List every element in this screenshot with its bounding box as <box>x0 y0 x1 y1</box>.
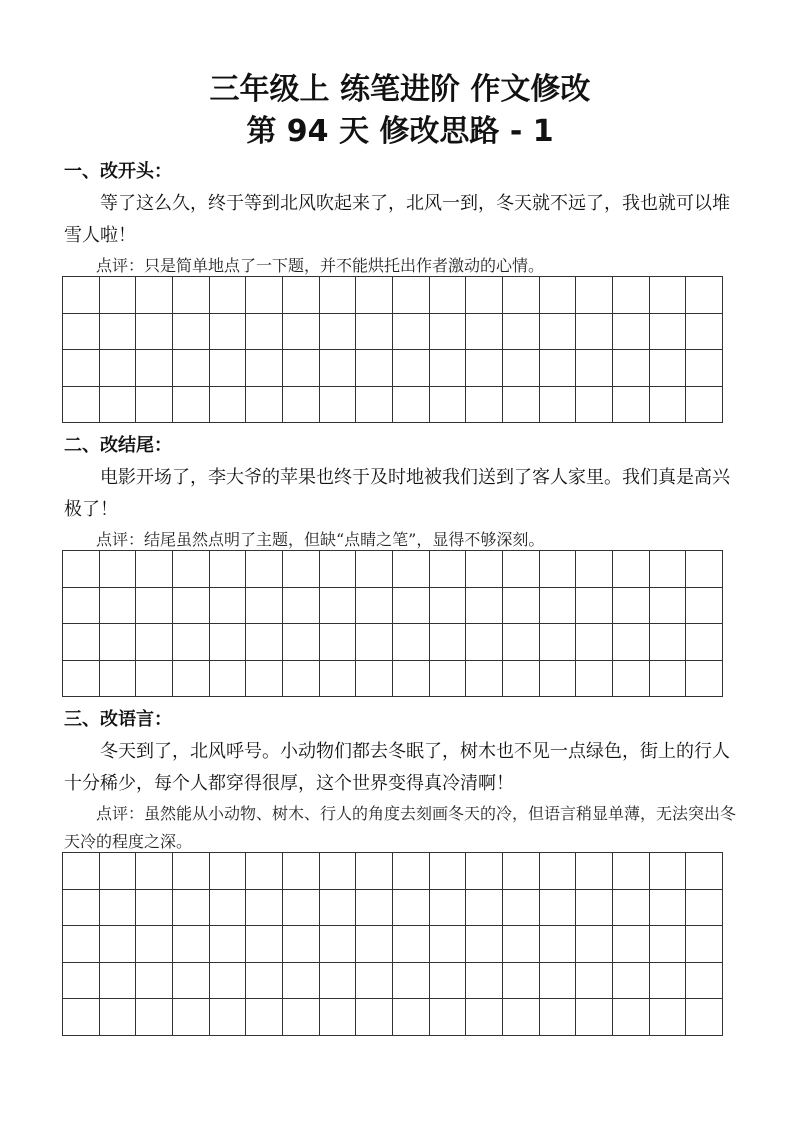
grid-cell[interactable] <box>466 551 503 588</box>
grid-cell[interactable] <box>283 890 320 927</box>
grid-cell[interactable] <box>576 350 613 387</box>
grid-cell[interactable] <box>100 314 137 351</box>
grid-cell[interactable] <box>466 387 503 424</box>
grid-cell[interactable] <box>100 926 137 963</box>
grid-cell[interactable] <box>210 999 247 1036</box>
grid-cell[interactable] <box>100 999 137 1036</box>
grid-cell[interactable] <box>246 588 283 625</box>
grid-cell[interactable] <box>100 387 137 424</box>
grid-cell[interactable] <box>650 551 687 588</box>
grid-cell[interactable] <box>393 588 430 625</box>
grid-cell[interactable] <box>540 624 577 661</box>
grid-cell[interactable] <box>430 551 467 588</box>
grid-cell[interactable] <box>356 350 393 387</box>
grid-cell[interactable] <box>503 314 540 351</box>
grid-cell[interactable] <box>393 387 430 424</box>
grid-cell[interactable] <box>503 624 540 661</box>
grid-cell[interactable] <box>540 963 577 1000</box>
grid-cell[interactable] <box>576 588 613 625</box>
grid-cell[interactable] <box>246 661 283 698</box>
grid-cell[interactable] <box>576 624 613 661</box>
grid-cell[interactable] <box>503 661 540 698</box>
grid-cell[interactable] <box>100 350 137 387</box>
grid-cell[interactable] <box>210 890 247 927</box>
grid-cell[interactable] <box>283 277 320 314</box>
grid-cell[interactable] <box>576 963 613 1000</box>
grid-cell[interactable] <box>540 853 577 890</box>
grid-cell[interactable] <box>613 350 650 387</box>
section-comment: 点评：只是简单地点了一下题，并不能烘托出作者激动的心情。 <box>96 256 545 275</box>
grid-cell[interactable] <box>393 661 430 698</box>
grid-cell[interactable] <box>210 624 247 661</box>
grid-cell[interactable] <box>393 277 430 314</box>
grid-cell[interactable] <box>173 999 210 1036</box>
grid-cell[interactable] <box>393 350 430 387</box>
grid-cell[interactable] <box>356 551 393 588</box>
grid-cell[interactable] <box>430 277 467 314</box>
grid-cell[interactable] <box>136 963 173 1000</box>
grid-cell[interactable] <box>100 890 137 927</box>
grid-cell[interactable] <box>173 661 210 698</box>
grid-cell[interactable] <box>430 963 467 1000</box>
grid-cell[interactable] <box>283 588 320 625</box>
grid-cell[interactable] <box>650 853 687 890</box>
grid-cell[interactable] <box>466 853 503 890</box>
grid-cell[interactable] <box>686 387 723 424</box>
grid-cell[interactable] <box>136 277 173 314</box>
grid-cell[interactable] <box>100 277 137 314</box>
grid-cell[interactable] <box>613 551 650 588</box>
grid-cell[interactable] <box>210 387 247 424</box>
grid-cell[interactable] <box>320 350 357 387</box>
grid-cell[interactable] <box>503 963 540 1000</box>
grid-cell[interactable] <box>210 661 247 698</box>
grid-cell[interactable] <box>393 853 430 890</box>
grid-cell[interactable] <box>173 350 210 387</box>
grid-cell[interactable] <box>173 588 210 625</box>
grid-cell[interactable] <box>63 661 100 698</box>
grid-cell[interactable] <box>356 624 393 661</box>
grid-cell[interactable] <box>393 999 430 1036</box>
writing-grid[interactable] <box>62 276 723 423</box>
grid-cell[interactable] <box>356 314 393 351</box>
grid-cell[interactable] <box>136 588 173 625</box>
grid-cell[interactable] <box>466 890 503 927</box>
grid-cell[interactable] <box>540 661 577 698</box>
grid-cell[interactable] <box>100 624 137 661</box>
grid-cell[interactable] <box>356 926 393 963</box>
grid-cell[interactable] <box>173 963 210 1000</box>
grid-cell[interactable] <box>320 624 357 661</box>
grid-cell[interactable] <box>393 551 430 588</box>
grid-cell[interactable] <box>576 387 613 424</box>
grid-cell[interactable] <box>576 277 613 314</box>
grid-cell[interactable] <box>466 661 503 698</box>
grid-cell[interactable] <box>650 387 687 424</box>
grid-cell[interactable] <box>613 588 650 625</box>
grid-cell[interactable] <box>686 588 723 625</box>
grid-cell[interactable] <box>466 277 503 314</box>
grid-cell[interactable] <box>356 853 393 890</box>
grid-cell[interactable] <box>650 277 687 314</box>
grid-cell[interactable] <box>173 624 210 661</box>
grid-cell[interactable] <box>356 890 393 927</box>
grid-cell[interactable] <box>503 588 540 625</box>
grid-cell[interactable] <box>576 314 613 351</box>
grid-cell[interactable] <box>210 853 247 890</box>
grid-cell[interactable] <box>503 277 540 314</box>
grid-cell[interactable] <box>466 999 503 1036</box>
grid-cell[interactable] <box>63 277 100 314</box>
grid-cell[interactable] <box>210 926 247 963</box>
grid-cell[interactable] <box>320 999 357 1036</box>
grid-cell[interactable] <box>136 387 173 424</box>
section-heading: 二、改结尾： <box>64 435 172 456</box>
grid-cell[interactable] <box>356 999 393 1036</box>
grid-cell[interactable] <box>650 963 687 1000</box>
grid-cell[interactable] <box>503 350 540 387</box>
grid-cell[interactable] <box>393 963 430 1000</box>
grid-cell[interactable] <box>576 853 613 890</box>
grid-cell[interactable] <box>173 387 210 424</box>
grid-cell[interactable] <box>466 926 503 963</box>
grid-cell[interactable] <box>393 624 430 661</box>
grid-cell[interactable] <box>246 999 283 1036</box>
grid-cell[interactable] <box>686 551 723 588</box>
grid-cell[interactable] <box>613 661 650 698</box>
grid-cell[interactable] <box>210 350 247 387</box>
grid-cell[interactable] <box>540 588 577 625</box>
grid-cell[interactable] <box>173 926 210 963</box>
section-body-text: 等了这么久，终于等到北风吹起来了，北风一到，冬天就不远了，我也就可以堆雪人啦！ <box>64 193 730 246</box>
grid-cell[interactable] <box>63 963 100 1000</box>
grid-cell[interactable] <box>650 999 687 1036</box>
grid-cell[interactable] <box>283 551 320 588</box>
grid-cell[interactable] <box>430 999 467 1036</box>
grid-cell[interactable] <box>136 853 173 890</box>
grid-cell[interactable] <box>430 853 467 890</box>
grid-cell[interactable] <box>650 661 687 698</box>
grid-cell[interactable] <box>576 999 613 1036</box>
grid-cell[interactable] <box>430 890 467 927</box>
section-heading: 三、改语言： <box>64 709 172 730</box>
grid-cell[interactable] <box>246 551 283 588</box>
grid-cell[interactable] <box>246 963 283 1000</box>
grid-cell[interactable] <box>136 661 173 698</box>
grid-cell[interactable] <box>320 963 357 1000</box>
grid-cell[interactable] <box>63 387 100 424</box>
grid-cell[interactable] <box>210 551 247 588</box>
grid-cell[interactable] <box>246 890 283 927</box>
grid-cell[interactable] <box>173 277 210 314</box>
grid-cell[interactable] <box>63 926 100 963</box>
grid-cell[interactable] <box>613 387 650 424</box>
grid-cell[interactable] <box>430 661 467 698</box>
grid-cell[interactable] <box>246 926 283 963</box>
grid-cell[interactable] <box>63 588 100 625</box>
grid-cell[interactable] <box>356 387 393 424</box>
grid-cell[interactable] <box>503 999 540 1036</box>
grid-cell[interactable] <box>540 277 577 314</box>
grid-cell[interactable] <box>320 890 357 927</box>
grid-cell[interactable] <box>283 314 320 351</box>
grid-cell[interactable] <box>100 853 137 890</box>
grid-cell[interactable] <box>540 890 577 927</box>
grid-cell[interactable] <box>576 890 613 927</box>
grid-cell[interactable] <box>246 314 283 351</box>
grid-cell[interactable] <box>686 890 723 927</box>
grid-cell[interactable] <box>430 624 467 661</box>
grid-cell[interactable] <box>686 624 723 661</box>
grid-cell[interactable] <box>173 314 210 351</box>
grid-cell[interactable] <box>650 314 687 351</box>
grid-cell[interactable] <box>576 661 613 698</box>
grid-cell[interactable] <box>246 277 283 314</box>
grid-cell[interactable] <box>650 588 687 625</box>
section-comment: 点评：结尾虽然点明了主题，但缺“点睛之笔”，显得不够深刻。 <box>96 530 545 549</box>
grid-cell[interactable] <box>613 314 650 351</box>
grid-cell[interactable] <box>613 624 650 661</box>
grid-cell[interactable] <box>63 551 100 588</box>
grid-cell[interactable] <box>136 926 173 963</box>
grid-cell[interactable] <box>430 314 467 351</box>
grid-cell[interactable] <box>210 314 247 351</box>
grid-cell[interactable] <box>650 624 687 661</box>
grid-cell[interactable] <box>466 314 503 351</box>
grid-cell[interactable] <box>136 350 173 387</box>
grid-cell[interactable] <box>320 387 357 424</box>
grid-cell[interactable] <box>686 277 723 314</box>
grid-cell[interactable] <box>283 624 320 661</box>
writing-grid[interactable] <box>62 550 723 697</box>
grid-cell[interactable] <box>283 853 320 890</box>
grid-cell[interactable] <box>466 963 503 1000</box>
grid-cell[interactable] <box>686 661 723 698</box>
grid-cell[interactable] <box>686 350 723 387</box>
grid-cell[interactable] <box>503 926 540 963</box>
grid-cell[interactable] <box>613 277 650 314</box>
grid-cell[interactable] <box>283 926 320 963</box>
grid-cell[interactable] <box>283 963 320 1000</box>
grid-cell[interactable] <box>356 661 393 698</box>
grid-cell[interactable] <box>63 624 100 661</box>
grid-cell[interactable] <box>210 277 247 314</box>
grid-cell[interactable] <box>540 551 577 588</box>
grid-cell[interactable] <box>283 999 320 1036</box>
grid-cell[interactable] <box>540 387 577 424</box>
grid-cell[interactable] <box>320 314 357 351</box>
grid-cell[interactable] <box>63 853 100 890</box>
grid-cell[interactable] <box>63 999 100 1036</box>
grid-cell[interactable] <box>320 277 357 314</box>
grid-cell[interactable] <box>503 853 540 890</box>
grid-cell[interactable] <box>613 853 650 890</box>
page-title: 三年级上 练笔进阶 作文修改 <box>209 72 591 107</box>
grid-cell[interactable] <box>540 314 577 351</box>
grid-cell[interactable] <box>430 588 467 625</box>
grid-cell[interactable] <box>100 963 137 1000</box>
grid-cell[interactable] <box>686 926 723 963</box>
grid-cell[interactable] <box>100 551 137 588</box>
grid-cell[interactable] <box>503 387 540 424</box>
writing-grid[interactable] <box>62 852 723 1036</box>
section-heading: 一、改开头： <box>64 161 172 182</box>
grid-cell[interactable] <box>210 963 247 1000</box>
grid-cell[interactable] <box>100 661 137 698</box>
grid-cell[interactable] <box>63 890 100 927</box>
grid-cell[interactable] <box>686 853 723 890</box>
grid-cell[interactable] <box>393 890 430 927</box>
grid-cell[interactable] <box>540 350 577 387</box>
grid-cell[interactable] <box>136 890 173 927</box>
grid-cell[interactable] <box>246 624 283 661</box>
grid-cell[interactable] <box>393 314 430 351</box>
grid-cell[interactable] <box>320 853 357 890</box>
grid-cell[interactable] <box>686 314 723 351</box>
grid-cell[interactable] <box>540 926 577 963</box>
grid-cell[interactable] <box>210 588 247 625</box>
grid-cell[interactable] <box>173 890 210 927</box>
grid-cell[interactable] <box>576 926 613 963</box>
grid-cell[interactable] <box>430 387 467 424</box>
grid-cell[interactable] <box>136 999 173 1036</box>
section-body-text: 电影开场了，李大爷的苹果也终于及时地被我们送到了客人家里。我们真是高兴极了！ <box>64 467 730 520</box>
grid-cell[interactable] <box>466 350 503 387</box>
grid-cell[interactable] <box>650 350 687 387</box>
section-comment: 点评：虽然能从小动物、树木、行人的角度去刻画冬天的冷，但语言稍显单薄，无法突出冬天冷的程度之深。 <box>64 804 737 851</box>
grid-cell[interactable] <box>320 588 357 625</box>
grid-cell[interactable] <box>246 853 283 890</box>
grid-cell[interactable] <box>173 853 210 890</box>
grid-cell[interactable] <box>246 387 283 424</box>
grid-cell[interactable] <box>503 551 540 588</box>
grid-cell[interactable] <box>686 963 723 1000</box>
grid-cell[interactable] <box>173 551 210 588</box>
grid-cell[interactable] <box>283 661 320 698</box>
grid-cell[interactable] <box>503 890 540 927</box>
grid-cell[interactable] <box>283 387 320 424</box>
grid-cell[interactable] <box>100 588 137 625</box>
grid-cell[interactable] <box>540 999 577 1036</box>
page-subtitle: 第 94 天 修改思路 - 1 <box>246 114 554 149</box>
grid-cell[interactable] <box>320 661 357 698</box>
grid-cell[interactable] <box>356 963 393 1000</box>
grid-cell[interactable] <box>283 350 320 387</box>
grid-cell[interactable] <box>576 551 613 588</box>
grid-cell[interactable] <box>430 350 467 387</box>
grid-cell[interactable] <box>613 963 650 1000</box>
grid-cell[interactable] <box>613 890 650 927</box>
grid-cell[interactable] <box>466 588 503 625</box>
grid-cell[interactable] <box>320 551 357 588</box>
grid-cell[interactable] <box>613 999 650 1036</box>
grid-cell[interactable] <box>430 926 467 963</box>
grid-cell[interactable] <box>356 277 393 314</box>
grid-cell[interactable] <box>136 551 173 588</box>
grid-cell[interactable] <box>63 314 100 351</box>
grid-cell[interactable] <box>246 350 283 387</box>
grid-cell[interactable] <box>136 314 173 351</box>
grid-cell[interactable] <box>466 624 503 661</box>
section-body-text: 冬天到了，北风呼号。小动物们都去冬眠了，树木也不见一点绿色，街上的行人十分稀少，每个人都穿得很厚，这个世界变得真冷清啊！ <box>64 741 730 794</box>
grid-cell[interactable] <box>613 926 650 963</box>
grid-cell[interactable] <box>650 890 687 927</box>
grid-cell[interactable] <box>686 999 723 1036</box>
grid-cell[interactable] <box>136 624 173 661</box>
grid-cell[interactable] <box>650 926 687 963</box>
grid-cell[interactable] <box>63 350 100 387</box>
grid-cell[interactable] <box>356 588 393 625</box>
grid-cell[interactable] <box>393 926 430 963</box>
grid-cell[interactable] <box>320 926 357 963</box>
